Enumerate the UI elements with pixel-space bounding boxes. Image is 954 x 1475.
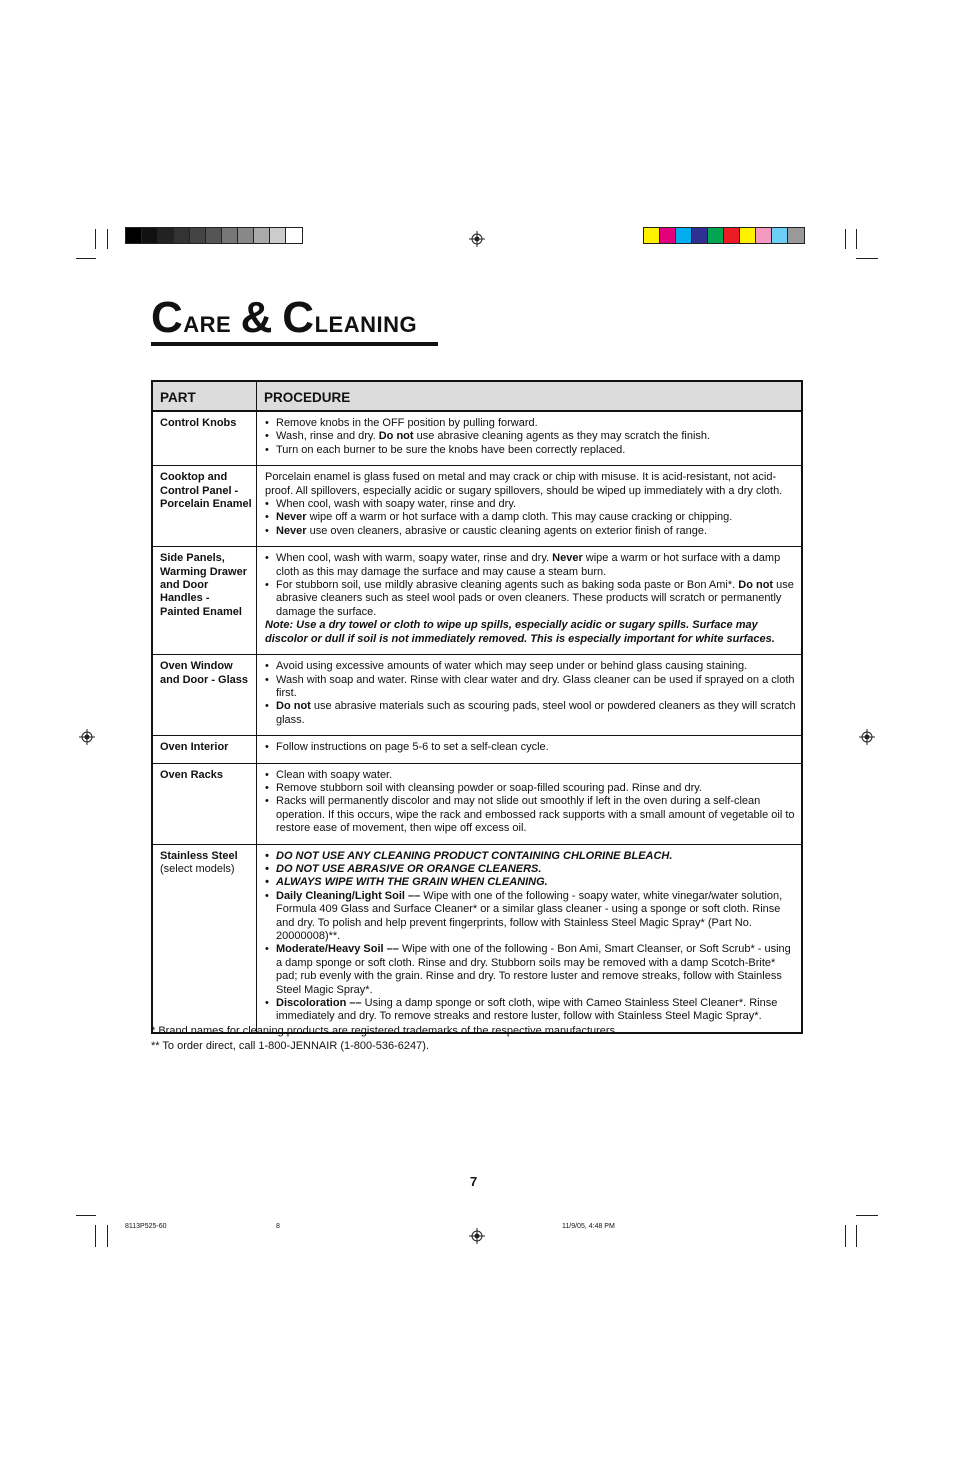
- warning-item: • DO NOT USE ABRASIVE OR ORANGE CLEANERS.: [265, 863, 797, 876]
- crop-mark: [856, 1225, 857, 1247]
- table-row: [152, 655, 802, 736]
- item-text: Wash, rinse and dry.: [276, 430, 379, 443]
- item-text: Turn on each burner to be sure the knobs have been correctly replaced.: [276, 443, 626, 456]
- procedure-list: [265, 741, 797, 754]
- procedure-intro: Porcelain enamel is glass fused on metal and may crack or chip with misuse. It is acid-resistant, not acid-proof. All spillovers, especially acidic or sugary spillovers, should be wiped up immediately with a dry cloth.: [265, 471, 783, 497]
- grayscale-color-bar: [125, 227, 303, 244]
- procedure-item: [265, 525, 797, 538]
- color-swatch: [142, 228, 158, 243]
- procedure-item: [265, 943, 797, 997]
- care-cleaning-table: [151, 380, 803, 1034]
- item-text: Follow instructions on page 5-6 to set a self-clean cycle.: [276, 741, 549, 754]
- registration-mark-icon: [469, 231, 485, 247]
- part-name: Stainless Steel: [160, 849, 238, 862]
- procedure-item: [265, 997, 797, 1024]
- color-swatch: [740, 228, 756, 243]
- procedure-item: [265, 552, 797, 579]
- item-text: For stubborn soil, use mildly abrasive cleaning agents such as baking soda paste or Bon Ami*.: [276, 579, 739, 592]
- procedure-list: [265, 417, 797, 457]
- table-row: [152, 844, 802, 1033]
- part-name: Side Panels, Warming Drawer and Door Handles - Painted Enamel: [160, 552, 248, 618]
- procedure-cell: [257, 844, 803, 1033]
- registration-mark-icon: [859, 729, 875, 745]
- procedure-list: [265, 850, 797, 1024]
- item-text: Avoid using excessive amounts of water which may seep under or behind glass causing staining.: [276, 660, 748, 673]
- color-swatch: [270, 228, 286, 243]
- slug-file-name: 8113P525-60: [125, 1223, 167, 1230]
- crop-mark: [95, 229, 96, 249]
- item-emphasis: Never: [276, 524, 307, 537]
- footnote-order-direct: ** To order direct, call 1-800-JENNAIR (1-800-536-6247).: [151, 1040, 429, 1052]
- item-text: Wipe with one of the following - soapy water, white vinegar/water solution, Formula 409 Glass and Surface Cleaner* or a similar glass cleaner - using a sponge or soft cloth. Rinse and dry. To polish and help prevent fingerprints, follow with Stainless Steel Magic Spray* (Part No. 20000008)**.: [276, 889, 783, 942]
- crop-mark: [856, 1215, 878, 1216]
- color-swatch: [206, 228, 222, 243]
- color-swatch: [756, 228, 772, 243]
- procedure-cell: [257, 655, 803, 736]
- item-text: Clean with soapy water.: [276, 768, 393, 781]
- procedure-item: [265, 417, 797, 430]
- procedure-cell: [257, 547, 803, 655]
- item-text: When cool, wash with warm, soapy water, rinse and dry.: [276, 552, 553, 565]
- item-text: wipe a warm or hot surface with a damp cloth as this may damage the surface and may cause a steam burn.: [276, 552, 781, 578]
- procedure-list: [265, 769, 797, 836]
- table-row: [152, 466, 802, 547]
- process-color-bar: [643, 227, 805, 244]
- color-swatch: [660, 228, 676, 243]
- part-cell: [152, 763, 257, 844]
- table-row: [152, 736, 802, 763]
- part-cell: [152, 844, 257, 1033]
- crop-mark: [107, 229, 108, 249]
- procedure-cell: [257, 411, 803, 466]
- item-emphasis: Never: [276, 511, 307, 524]
- procedure-item: [265, 511, 797, 524]
- item-text: Wash with soap and water. Rinse with clear water and dry. Glass cleaner can be used if sprayed on a cloth first.: [276, 673, 795, 699]
- procedure-list: [265, 552, 797, 619]
- part-name: Oven Window and Door - Glass: [160, 660, 249, 686]
- table-row: [152, 411, 802, 466]
- part-cell: [152, 736, 257, 763]
- item-text: Remove stubborn soil with cleansing powder or soap-filled scouring pad. Rinse and dry.: [276, 781, 702, 794]
- part-cell: [152, 411, 257, 466]
- item-emphasis: Never: [552, 552, 583, 565]
- color-swatch: [174, 228, 190, 243]
- procedure-item: [265, 890, 797, 944]
- item-emphasis: Do not: [276, 700, 311, 713]
- procedure-item: [265, 741, 797, 754]
- crop-mark: [76, 258, 96, 259]
- table-row: [152, 763, 802, 844]
- procedure-cell: [257, 763, 803, 844]
- slug-date: 11/9/05, 4:48 PM: [562, 1223, 615, 1230]
- table-row: [152, 547, 802, 655]
- item-text: use abrasive materials such as scouring pads, steel wool or powdered cleaners as they will scratch glass.: [276, 700, 796, 726]
- color-swatch: [238, 228, 254, 243]
- item-text: Remove knobs in the OFF position by pulling forward.: [276, 417, 538, 429]
- part-cell: [152, 466, 257, 547]
- item-emphasis: Do not: [738, 579, 774, 592]
- procedure-item: [265, 430, 797, 443]
- color-swatch: [644, 228, 660, 243]
- procedure-item: [265, 660, 797, 673]
- part-column-header: PART: [152, 381, 257, 411]
- footnotes: [151, 1024, 618, 1054]
- part-cell: [152, 655, 257, 736]
- procedure-item: [265, 498, 797, 511]
- procedure-cell: [257, 736, 803, 763]
- part-subtitle: (select models): [160, 862, 235, 875]
- color-swatch: [126, 228, 142, 243]
- color-swatch: [788, 228, 804, 243]
- procedure-note: Note: Use a dry towel or cloth to wipe up spills, especially acidic or sugary spills. Surface may discolor or dull if soil is not immediately removed. This is especially important for white surfaces.: [265, 619, 775, 645]
- crop-mark: [856, 258, 878, 259]
- item-text: use oven cleaners, abrasive or caustic cleaning agents on exterior finish of range.: [306, 524, 708, 537]
- part-name: Oven Racks: [160, 768, 223, 781]
- warning-item: • ALWAYS WIPE WITH THE GRAIN WHEN CLEANING.: [265, 876, 797, 889]
- item-text: Using a damp sponge or soft cloth, wipe with Cameo Stainless Steel Cleaner*. Rinse immediately and dry. To remove streaks and restore luster, follow with Stainless Steel Magic Spray*.: [276, 997, 778, 1023]
- footnote-brand-names: * Brand names for cleaning products are registered trademarks of the respective manufacturers.: [151, 1025, 619, 1037]
- procedure-list: [265, 498, 797, 538]
- item-emphasis: Daily Cleaning/Light Soil ––: [276, 889, 421, 902]
- procedure-item: [265, 674, 797, 701]
- procedure-item: [265, 769, 797, 782]
- item-text: When cool, wash with soapy water, rinse and dry.: [276, 498, 517, 511]
- page-number: 7: [470, 1174, 478, 1189]
- item-emphasis: Discoloration ––: [276, 997, 362, 1010]
- color-swatch: [708, 228, 724, 243]
- color-swatch: [772, 228, 788, 243]
- crop-mark: [845, 229, 846, 249]
- procedure-item: [265, 700, 797, 727]
- color-swatch: [158, 228, 174, 243]
- color-swatch: [222, 228, 238, 243]
- item-emphasis: Moderate/Heavy Soil ––: [276, 943, 399, 956]
- part-name: Control Knobs: [160, 417, 237, 429]
- item-text: use abrasive cleaning agents as they may scratch the finish.: [413, 430, 711, 443]
- procedure-item: [265, 444, 797, 457]
- procedure-list: [265, 660, 797, 727]
- color-swatch: [190, 228, 206, 243]
- item-text: Racks will permanently discolor and may not slide out smoothly if left in the oven during a self-clean operation. If this occurs, wipe the rack and embossed rack supports with a small amount of vegetable oil to restore ease of movement, then wipe off excess oil.: [276, 795, 795, 835]
- slug-page: 8: [276, 1223, 280, 1230]
- procedure-item: [265, 579, 797, 619]
- title-underline: [151, 342, 438, 346]
- item-text: wipe off a warm or hot surface with a damp cloth. This may cause cracking or chipping.: [306, 511, 733, 524]
- registration-mark-icon: [469, 1228, 485, 1244]
- part-name: Oven Interior: [160, 741, 229, 754]
- procedure-cell: [257, 466, 803, 547]
- registration-mark-icon: [79, 729, 95, 745]
- color-swatch: [724, 228, 740, 243]
- color-swatch: [676, 228, 692, 243]
- crop-mark: [107, 1225, 108, 1247]
- procedure-item: [265, 795, 797, 835]
- procedure-item: [265, 782, 797, 795]
- item-text: use abrasive cleaners such as steel wool pads or oven cleaners. These products will scratch or permanently damage the surface.: [276, 579, 794, 618]
- item-emphasis: Do not: [378, 430, 414, 443]
- part-name: Cooktop and Control Panel - Porcelain Enamel: [160, 471, 252, 511]
- item-text: Wipe with one of the following - Bon Ami, Smart Cleanser, or Soft Scrub* - using a damp sponge or soft cloth. Rinse and dry. Stubborn soils may be removed with a damp Scotch-Brite* pad; rub evenly with the grain. Rinse and dry. To restore luster and remove streaks, follow with Stainless Steel Magic Spray*.: [276, 943, 791, 996]
- crop-mark: [845, 1225, 846, 1247]
- page-title: Care & Cleaning: [151, 293, 418, 342]
- color-swatch: [254, 228, 270, 243]
- color-swatch: [692, 228, 708, 243]
- part-cell: [152, 547, 257, 655]
- crop-mark: [95, 1225, 96, 1247]
- crop-mark: [856, 229, 857, 249]
- warning-item: • DO NOT USE ANY CLEANING PRODUCT CONTAINING CHLORINE BLEACH.: [265, 850, 797, 863]
- table-header-row: [152, 381, 802, 411]
- crop-mark: [76, 1215, 96, 1216]
- procedure-column-header: PROCEDURE: [257, 381, 803, 411]
- color-swatch: [286, 228, 302, 243]
